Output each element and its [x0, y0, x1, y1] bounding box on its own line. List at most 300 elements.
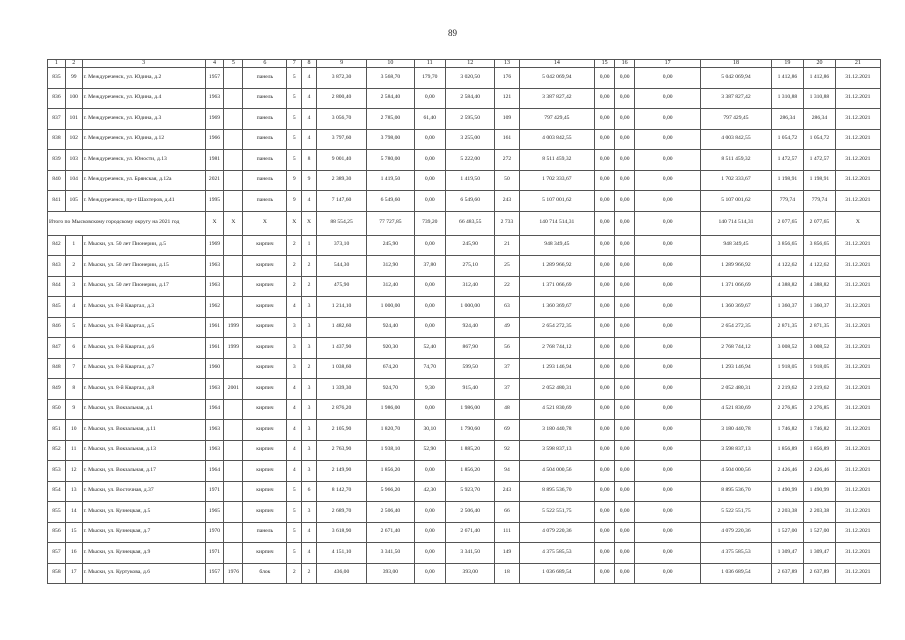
total-residential-area-cell: 66 483,55	[446, 211, 495, 235]
cost-local-cell: 0,00	[635, 109, 701, 130]
total-area-cell: 1 339,30	[316, 379, 366, 400]
entrances-cell: 3	[302, 338, 317, 359]
residential-area-cell: 2 671,40	[446, 522, 495, 543]
unit-cost-cell: 1 490,99	[771, 481, 804, 502]
renovation-year-cell	[224, 129, 243, 150]
renovation-year-cell: 1999	[224, 317, 243, 338]
cost-local-cell: 0,00	[635, 297, 701, 318]
cost-local-cell: 0,00	[635, 379, 701, 400]
completion-date-cell: 31.12.2021	[835, 317, 880, 338]
table-row	[48, 317, 881, 338]
floors-cell: 2	[287, 276, 302, 297]
renovation-year-cell	[224, 88, 243, 109]
total-cost-regional-cell: 0,00	[615, 211, 635, 235]
address-cell: г. Мыски, ул. 8-й Квартал, д.6	[82, 338, 205, 359]
residents-cell: 243	[495, 191, 519, 212]
living-area-cell: 674,20	[367, 358, 414, 379]
renovation-year-cell	[224, 481, 243, 502]
entrances-cell: 4	[302, 88, 317, 109]
completion-date-cell: 31.12.2021	[835, 338, 880, 359]
limit-cost-cell: 1 918,05	[804, 358, 836, 379]
cost-federal-cell: 0,00	[595, 543, 615, 564]
cost-owners-cell: 5 522 551,75	[701, 502, 771, 523]
cost-regional-cell: 0,00	[615, 338, 635, 359]
total-limit-cost-cell: 2 077,65	[804, 211, 836, 235]
row-number-cell: 844	[48, 276, 66, 297]
cost-owners-cell: 4 375 585,53	[701, 543, 771, 564]
nonresidential-area-cell: 0,00	[414, 399, 446, 420]
wall-material-cell: кирпич	[243, 256, 287, 277]
total-cost-cell: 797 429,45	[519, 109, 595, 130]
residents-cell: 22	[495, 276, 519, 297]
table-row	[48, 481, 881, 502]
residents-cell: 121	[495, 88, 519, 109]
unit-cost-cell: 2 637,89	[771, 563, 804, 584]
entrances-cell: 9	[302, 170, 317, 191]
total-cost-cell: 4 521 830,69	[519, 399, 595, 420]
total-area-cell: 475,90	[316, 276, 366, 297]
unit-cost-cell: 1 527,00	[771, 522, 804, 543]
renovation-year-cell	[224, 440, 243, 461]
cost-owners-cell: 8 511 459,32	[701, 150, 771, 171]
cost-regional-cell: 0,00	[615, 481, 635, 502]
cost-federal-cell: 0,00	[595, 129, 615, 150]
address-cell: г. Мыски, ул. Кузнецкая, д.7	[82, 522, 205, 543]
floors-cell: 4	[287, 420, 302, 441]
limit-cost-cell: 2 219,62	[804, 379, 836, 400]
table-row	[48, 68, 881, 89]
living-area-cell: 924,40	[367, 317, 414, 338]
cost-owners-cell: 4 003 842,55	[701, 129, 771, 150]
local-number-cell: 3	[65, 276, 82, 297]
total-label: Итого по Мысковскому городскому округу на 2021 год	[48, 211, 206, 235]
column-number-11: 11	[414, 60, 446, 68]
unit-cost-cell: 3 008,52	[771, 338, 804, 359]
unit-cost-cell: 1 746,82	[771, 420, 804, 441]
residential-area-cell: 1 885,20	[446, 440, 495, 461]
total-area-cell: 2 800,40	[316, 88, 366, 109]
column-number-7: 7	[287, 60, 302, 68]
build-year-cell: 1981	[205, 150, 224, 171]
total-cost-cell: 2 768 744,12	[519, 338, 595, 359]
cost-regional-cell: 0,00	[615, 502, 635, 523]
cost-regional-cell: 0,00	[615, 150, 635, 171]
nonresidential-area-cell: 0,00	[414, 191, 446, 212]
cost-regional-cell: 0,00	[615, 191, 635, 212]
build-year-cell: 1964	[205, 399, 224, 420]
residential-area-cell: 1 856,20	[446, 461, 495, 482]
cost-regional-cell: 0,00	[615, 256, 635, 277]
nonresidential-area-cell: 0,00	[414, 522, 446, 543]
cost-federal-cell: 0,00	[595, 481, 615, 502]
total-cost-cell: 1 702 333,67	[519, 170, 595, 191]
row-number-cell: 841	[48, 191, 66, 212]
residential-area-cell: 1 419,50	[446, 170, 495, 191]
limit-cost-cell: 1 472,57	[804, 150, 836, 171]
cost-local-cell: 0,00	[635, 317, 701, 338]
wall-material-cell: кирпич	[243, 276, 287, 297]
unit-cost-cell: 2 871,35	[771, 317, 804, 338]
cost-owners-cell: 2 052 480,31	[701, 379, 771, 400]
living-area-cell: 5 780,00	[367, 150, 414, 171]
table-row	[48, 235, 881, 256]
entrances-cell: 1	[302, 235, 317, 256]
living-area-cell: 5 966,20	[367, 481, 414, 502]
renovation-year-cell	[224, 68, 243, 89]
cost-owners-cell: 3 387 827,42	[701, 88, 771, 109]
renovation-year-cell	[224, 276, 243, 297]
floors-cell: 5	[287, 88, 302, 109]
entrances-cell: 3	[302, 297, 317, 318]
floors-cell: 5	[287, 68, 302, 89]
total-nonresidential-area-cell: 739,20	[414, 211, 446, 235]
renovation-year-cell	[224, 461, 243, 482]
address-cell: г. Междуреченск, ул. Юдина, д.4	[82, 88, 205, 109]
column-number-15: 15	[595, 60, 615, 68]
nonresidential-area-cell: 0,00	[414, 563, 446, 584]
table-row	[48, 522, 881, 543]
renovation-year-cell	[224, 420, 243, 441]
build-year-cell: 1957	[205, 563, 224, 584]
wall-material-cell: кирпич	[243, 338, 287, 359]
completion-date-cell: 31.12.2021	[835, 191, 880, 212]
total-area-cell: 1 437,90	[316, 338, 366, 359]
total-cost-cell: 3 598 837,13	[519, 440, 595, 461]
total-area-cell: 373,10	[316, 235, 366, 256]
wall-material-cell: кирпич	[243, 481, 287, 502]
residential-area-cell: 6 549,60	[446, 191, 495, 212]
total-area-cell: 8 142,70	[316, 481, 366, 502]
cost-local-cell: 0,00	[635, 191, 701, 212]
cost-federal-cell: 0,00	[595, 276, 615, 297]
column-number-3: 3	[82, 60, 205, 68]
total-cost-cell: 1 036 689,54	[519, 563, 595, 584]
residential-area-cell: 867,90	[446, 338, 495, 359]
residents-cell: 63	[495, 297, 519, 318]
address-cell: г. Мыски, ул. Восточная, д.37	[82, 481, 205, 502]
residential-area-cell: 3 341,50	[446, 543, 495, 564]
entrances-cell: 3	[302, 420, 317, 441]
completion-date-cell: 31.12.2021	[835, 109, 880, 130]
cost-regional-cell: 0,00	[615, 563, 635, 584]
total-cost-cell: 4 003 842,55	[519, 129, 595, 150]
nonresidential-area-cell: 9,30	[414, 379, 446, 400]
row-number-cell: 851	[48, 420, 66, 441]
unit-cost-cell: 4 388,82	[771, 276, 804, 297]
limit-cost-cell: 1 309,47	[804, 543, 836, 564]
table-row	[48, 276, 881, 297]
limit-cost-cell: 4 388,82	[804, 276, 836, 297]
limit-cost-cell: 3 856,65	[804, 235, 836, 256]
floors-cell: 5	[287, 522, 302, 543]
entrances-cell: 2	[302, 256, 317, 277]
entrances-cell: 8	[302, 150, 317, 171]
total-cost-owners-cell: 140 714 514,31	[701, 211, 771, 235]
cost-federal-cell: 0,00	[595, 191, 615, 212]
column-number-12: 12	[446, 60, 495, 68]
renovation-year-cell	[224, 522, 243, 543]
completion-date-cell: 31.12.2021	[835, 563, 880, 584]
wall-material-cell: кирпич	[243, 297, 287, 318]
address-cell: г. Мыски, ул. Вокзальная, д.13	[82, 440, 205, 461]
build-year-cell: 1971	[205, 481, 224, 502]
nonresidential-area-cell: 52,90	[414, 440, 446, 461]
residents-cell: 176	[495, 68, 519, 89]
floors-cell: 3	[287, 358, 302, 379]
total-area-cell: 7 147,60	[316, 191, 366, 212]
floors-cell: 2	[287, 235, 302, 256]
cost-local-cell: 0,00	[635, 399, 701, 420]
cost-local-cell: 0,00	[635, 461, 701, 482]
wall-material-cell: панель	[243, 170, 287, 191]
wall-material-cell: панель	[243, 150, 287, 171]
total-area-cell: 2 389,30	[316, 170, 366, 191]
cost-federal-cell: 0,00	[595, 440, 615, 461]
address-cell: г. Мыски, ул. Вокзальная, д.17	[82, 461, 205, 482]
nonresidential-area-cell: 0,00	[414, 317, 446, 338]
cost-owners-cell: 2 768 744,12	[701, 338, 771, 359]
nonresidential-area-cell: 0,00	[414, 297, 446, 318]
cost-local-cell: 0,00	[635, 420, 701, 441]
row-number-cell: 858	[48, 563, 66, 584]
residents-cell: 109	[495, 109, 519, 130]
residential-area-cell: 5 923,70	[446, 481, 495, 502]
build-year-cell: 1962	[205, 297, 224, 318]
limit-cost-cell: 1 412,86	[804, 68, 836, 89]
completion-date-cell: 31.12.2021	[835, 379, 880, 400]
limit-cost-cell: 1 527,00	[804, 522, 836, 543]
cost-local-cell: 0,00	[635, 88, 701, 109]
column-number-8: 8	[302, 60, 317, 68]
table-row	[48, 170, 881, 191]
limit-cost-cell: 779,74	[804, 191, 836, 212]
total-area-cell: 3 618,90	[316, 522, 366, 543]
living-area-cell: 393,00	[367, 563, 414, 584]
total-renovation-year-cell: X	[224, 211, 243, 235]
unit-cost-cell: 1 198,91	[771, 170, 804, 191]
cost-regional-cell: 0,00	[615, 358, 635, 379]
nonresidential-area-cell: 74,70	[414, 358, 446, 379]
wall-material-cell: панель	[243, 522, 287, 543]
table-row	[48, 129, 881, 150]
local-number-cell: 1	[65, 235, 82, 256]
floors-cell: 9	[287, 191, 302, 212]
table-row	[48, 461, 881, 482]
residential-area-cell: 915,40	[446, 379, 495, 400]
local-number-cell: 2	[65, 256, 82, 277]
living-area-cell: 1 419,50	[367, 170, 414, 191]
nonresidential-area-cell: 0,00	[414, 129, 446, 150]
nonresidential-area-cell: 30,10	[414, 420, 446, 441]
total-cost-cell: 1 293 146,94	[519, 358, 595, 379]
residents-cell: 94	[495, 461, 519, 482]
column-number-6: 6	[243, 60, 287, 68]
cost-owners-cell: 1 293 146,94	[701, 358, 771, 379]
cost-owners-cell: 2 654 272,35	[701, 317, 771, 338]
completion-date-cell: 31.12.2021	[835, 276, 880, 297]
address-cell: г. Мыски, ул. Кузнецкая, д.9	[82, 543, 205, 564]
floors-cell: 5	[287, 502, 302, 523]
residential-area-cell: 393,00	[446, 563, 495, 584]
column-number-16: 16	[615, 60, 635, 68]
living-area-cell: 6 549,60	[367, 191, 414, 212]
build-year-cell: 1957	[205, 68, 224, 89]
cost-local-cell: 0,00	[635, 338, 701, 359]
living-area-cell: 1 820,70	[367, 420, 414, 441]
row-number-cell: 843	[48, 256, 66, 277]
living-area-cell: 2 506,40	[367, 502, 414, 523]
wall-material-cell: кирпич	[243, 235, 287, 256]
wall-material-cell: кирпич	[243, 440, 287, 461]
completion-date-cell: 31.12.2021	[835, 256, 880, 277]
nonresidential-area-cell: 0,00	[414, 502, 446, 523]
floors-cell: 2	[287, 563, 302, 584]
unit-cost-cell: 1 054,72	[771, 129, 804, 150]
living-area-cell: 3 341,50	[367, 543, 414, 564]
table-row	[48, 150, 881, 171]
nonresidential-area-cell: 0,00	[414, 461, 446, 482]
build-year-cell: 1961	[205, 317, 224, 338]
limit-cost-cell: 2 871,35	[804, 317, 836, 338]
row-number-cell: 857	[48, 543, 66, 564]
total-cost-cell: 948 349,45	[519, 235, 595, 256]
table-row	[48, 502, 881, 523]
cost-owners-cell: 1 289 966,92	[701, 256, 771, 277]
cost-regional-cell: 0,00	[615, 317, 635, 338]
table-row	[48, 109, 881, 130]
entrances-cell: 3	[302, 461, 317, 482]
local-number-cell: 8	[65, 379, 82, 400]
build-year-cell: 1963	[205, 276, 224, 297]
build-year-cell: 1970	[205, 522, 224, 543]
address-cell: г. Междуреченск, ул. Юдина, д.3	[82, 109, 205, 130]
cost-owners-cell: 3 180 440,78	[701, 420, 771, 441]
total-area-cell: 9 001,40	[316, 150, 366, 171]
cost-regional-cell: 0,00	[615, 235, 635, 256]
limit-cost-cell: 1 198,91	[804, 170, 836, 191]
total-cost-cell: 2 052 480,31	[519, 379, 595, 400]
total-living-area-cell: 77 727,85	[367, 211, 414, 235]
living-area-cell: 1 856,20	[367, 461, 414, 482]
residential-area-cell: 599,50	[446, 358, 495, 379]
cost-owners-cell: 4 079 220,36	[701, 522, 771, 543]
local-number-cell: 10	[65, 420, 82, 441]
living-area-cell: 312,40	[367, 276, 414, 297]
build-year-cell: 1969	[205, 235, 224, 256]
cost-regional-cell: 0,00	[615, 522, 635, 543]
residents-cell: 69	[495, 420, 519, 441]
build-year-cell: 1963	[205, 420, 224, 441]
row-number-cell: 835	[48, 68, 66, 89]
residential-area-cell: 245,90	[446, 235, 495, 256]
local-number-cell: 11	[65, 440, 82, 461]
row-number-cell: 856	[48, 522, 66, 543]
build-year-cell: 1963	[205, 256, 224, 277]
living-area-cell: 1 986,00	[367, 399, 414, 420]
entrances-cell: 4	[302, 68, 317, 89]
address-cell: г. Мыски, ул. Вокзальная, д.1	[82, 399, 205, 420]
cost-federal-cell: 0,00	[595, 109, 615, 130]
table-row	[48, 543, 881, 564]
build-year-cell: 1964	[205, 461, 224, 482]
column-number-10: 10	[367, 60, 414, 68]
total-cost-cell: 8 895 536,70	[519, 481, 595, 502]
build-year-cell: 1995	[205, 191, 224, 212]
completion-date-cell: 31.12.2021	[835, 150, 880, 171]
cost-federal-cell: 0,00	[595, 399, 615, 420]
entrances-cell: 4	[302, 543, 317, 564]
table-row	[48, 256, 881, 277]
floors-cell: 5	[287, 543, 302, 564]
residents-cell: 243	[495, 481, 519, 502]
unit-cost-cell: 2 203,38	[771, 502, 804, 523]
page-number: 89	[448, 28, 457, 38]
build-year-cell: 1971	[205, 543, 224, 564]
residents-cell: 25	[495, 256, 519, 277]
row-number-cell: 842	[48, 235, 66, 256]
cost-regional-cell: 0,00	[615, 461, 635, 482]
nonresidential-area-cell: 0,00	[414, 276, 446, 297]
cost-regional-cell: 0,00	[615, 440, 635, 461]
row-number-cell: 839	[48, 150, 66, 171]
completion-date-cell: 31.12.2021	[835, 235, 880, 256]
row-number-cell: 848	[48, 358, 66, 379]
residential-area-cell: 3 255,00	[446, 129, 495, 150]
cost-regional-cell: 0,00	[615, 399, 635, 420]
cost-federal-cell: 0,00	[595, 338, 615, 359]
entrances-cell: 2	[302, 563, 317, 584]
completion-date-cell: 31.12.2021	[835, 358, 880, 379]
build-year-cell: 1966	[205, 129, 224, 150]
local-number-cell: 15	[65, 522, 82, 543]
residential-area-cell: 5 222,00	[446, 150, 495, 171]
cost-federal-cell: 0,00	[595, 379, 615, 400]
unit-cost-cell: 1 856,89	[771, 440, 804, 461]
cost-local-cell: 0,00	[635, 543, 701, 564]
cost-federal-cell: 0,00	[595, 317, 615, 338]
renovation-year-cell: 1999	[224, 338, 243, 359]
residential-area-cell: 2 584,40	[446, 88, 495, 109]
address-cell: г. Мыски, ул. Кузнецкая, д.5	[82, 502, 205, 523]
entrances-cell: 2	[302, 358, 317, 379]
total-cost-federal-cell: 0,00	[595, 211, 615, 235]
residents-cell: 49	[495, 317, 519, 338]
cost-federal-cell: 0,00	[595, 522, 615, 543]
entrances-cell: 4	[302, 191, 317, 212]
wall-material-cell: кирпич	[243, 358, 287, 379]
cost-federal-cell: 0,00	[595, 235, 615, 256]
total-entrances-cell: X	[302, 211, 317, 235]
total-area-cell: 1 038,60	[316, 358, 366, 379]
build-year-cell: 1963	[205, 379, 224, 400]
floors-cell: 5	[287, 481, 302, 502]
column-number-9: 9	[316, 60, 366, 68]
local-number-cell: 7	[65, 358, 82, 379]
unit-cost-cell: 779,74	[771, 191, 804, 212]
cost-owners-cell: 1 360 369,67	[701, 297, 771, 318]
row-number-cell: 849	[48, 379, 66, 400]
local-number-cell: 13	[65, 481, 82, 502]
column-number-row	[48, 60, 881, 68]
limit-cost-cell: 3 008,52	[804, 338, 836, 359]
address-cell: г. Мыски, ул. 50 лет Пионерии, д.17	[82, 276, 205, 297]
total-unit-cost-cell: 2 077,65	[771, 211, 804, 235]
wall-material-cell: кирпич	[243, 420, 287, 441]
nonresidential-area-cell: 37,80	[414, 256, 446, 277]
unit-cost-cell: 1 472,57	[771, 150, 804, 171]
total-cost-cell: 8 511 459,32	[519, 150, 595, 171]
address-cell: г. Мыски, ул. 8-й Квартал, д.5	[82, 317, 205, 338]
